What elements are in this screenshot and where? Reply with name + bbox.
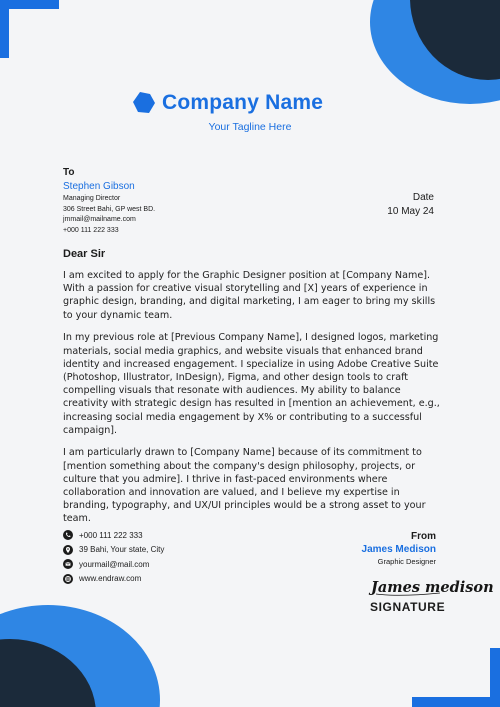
contact-email[interactable] — [63, 557, 164, 571]
sender-name: James Medison — [361, 544, 436, 555]
globe-icon — [63, 574, 73, 584]
location-pin-icon — [63, 545, 73, 555]
body-paragraph: I am excited to apply for the Graphic Designer position at [Company Name]. With a passion for creative visual storytelling and [X] years of experience in graphic design, branding, and digital marketing, I am eager to bring my skills to your dynamic team. — [63, 270, 436, 321]
recipient-email: jmmail@mailname.com — [63, 216, 136, 223]
recipient-title: Managing Director — [63, 195, 121, 202]
contact-website[interactable] — [63, 572, 164, 586]
letter-body — [63, 269, 443, 535]
date-value: 10 May 24 — [387, 206, 434, 217]
company-name: Company Name — [162, 91, 324, 114]
contact-phone — [63, 528, 164, 542]
email-icon — [63, 559, 73, 569]
company-tagline: Your Tagline Here — [208, 121, 292, 133]
recipient-label: To — [63, 167, 75, 178]
contact-text: +000 111 222 333 — [79, 530, 143, 540]
salutation: Dear Sir — [63, 248, 106, 260]
sender-title: Graphic Designer — [377, 557, 436, 566]
hexagon-logo-icon — [132, 91, 156, 115]
sender-block — [362, 531, 436, 566]
date-label: Date — [412, 192, 434, 203]
date-block — [387, 191, 434, 219]
top-left-corner-bracket — [0, 0, 59, 58]
body-paragraph: I am particularly drawn to [Company Name] because of its commitment to [mention something about the company's design philosophy, projects, or culture that you admire]. I thrive in fast-paced environments where collaboration and innovation are valued, and I believe my expertise in branding, typography, and UX/UI principles would be a strong asset to your team. — [63, 447, 426, 525]
company-logo — [132, 91, 323, 115]
contact-text: yourmail@mail.com — [79, 559, 150, 569]
bottom-right-corner-bracket — [412, 648, 500, 707]
recipient-address: 306 Street Bahi, GP west BD. — [63, 205, 156, 213]
body-paragraph: In my previous role at [Previous Company Name], I designed logos, marketing materials, social media graphics, and website visuals that enhanced brand identity and increased engagement. I specialize in using Adobe Creative Suite (Photoshop, Illustrator, InDesign), Figma, and other design tools to craft compelling visuals that resonate with audiences. My ability to balance creativity with strategic design has resulted in [mention an achievement, e.g., increasing social media engagement by X% or contributing to a successful campaign]. — [63, 332, 440, 436]
contact-address — [63, 543, 164, 557]
recipient-name: Stephen Gibson — [63, 181, 135, 192]
handwritten-signature — [370, 574, 494, 598]
recipient-phone: +000 111 222 333 — [63, 226, 119, 234]
recipient-block — [63, 167, 155, 236]
contact-text: www.endraw.com — [79, 574, 142, 583]
contact-list — [63, 528, 164, 586]
contact-text: 39 Bahi, Your state, City — [79, 545, 165, 554]
sender-label: From — [411, 531, 436, 542]
phone-icon — [63, 530, 73, 540]
signature-script: James medison — [371, 579, 494, 596]
signature-label: SIGNATURE — [370, 600, 446, 614]
